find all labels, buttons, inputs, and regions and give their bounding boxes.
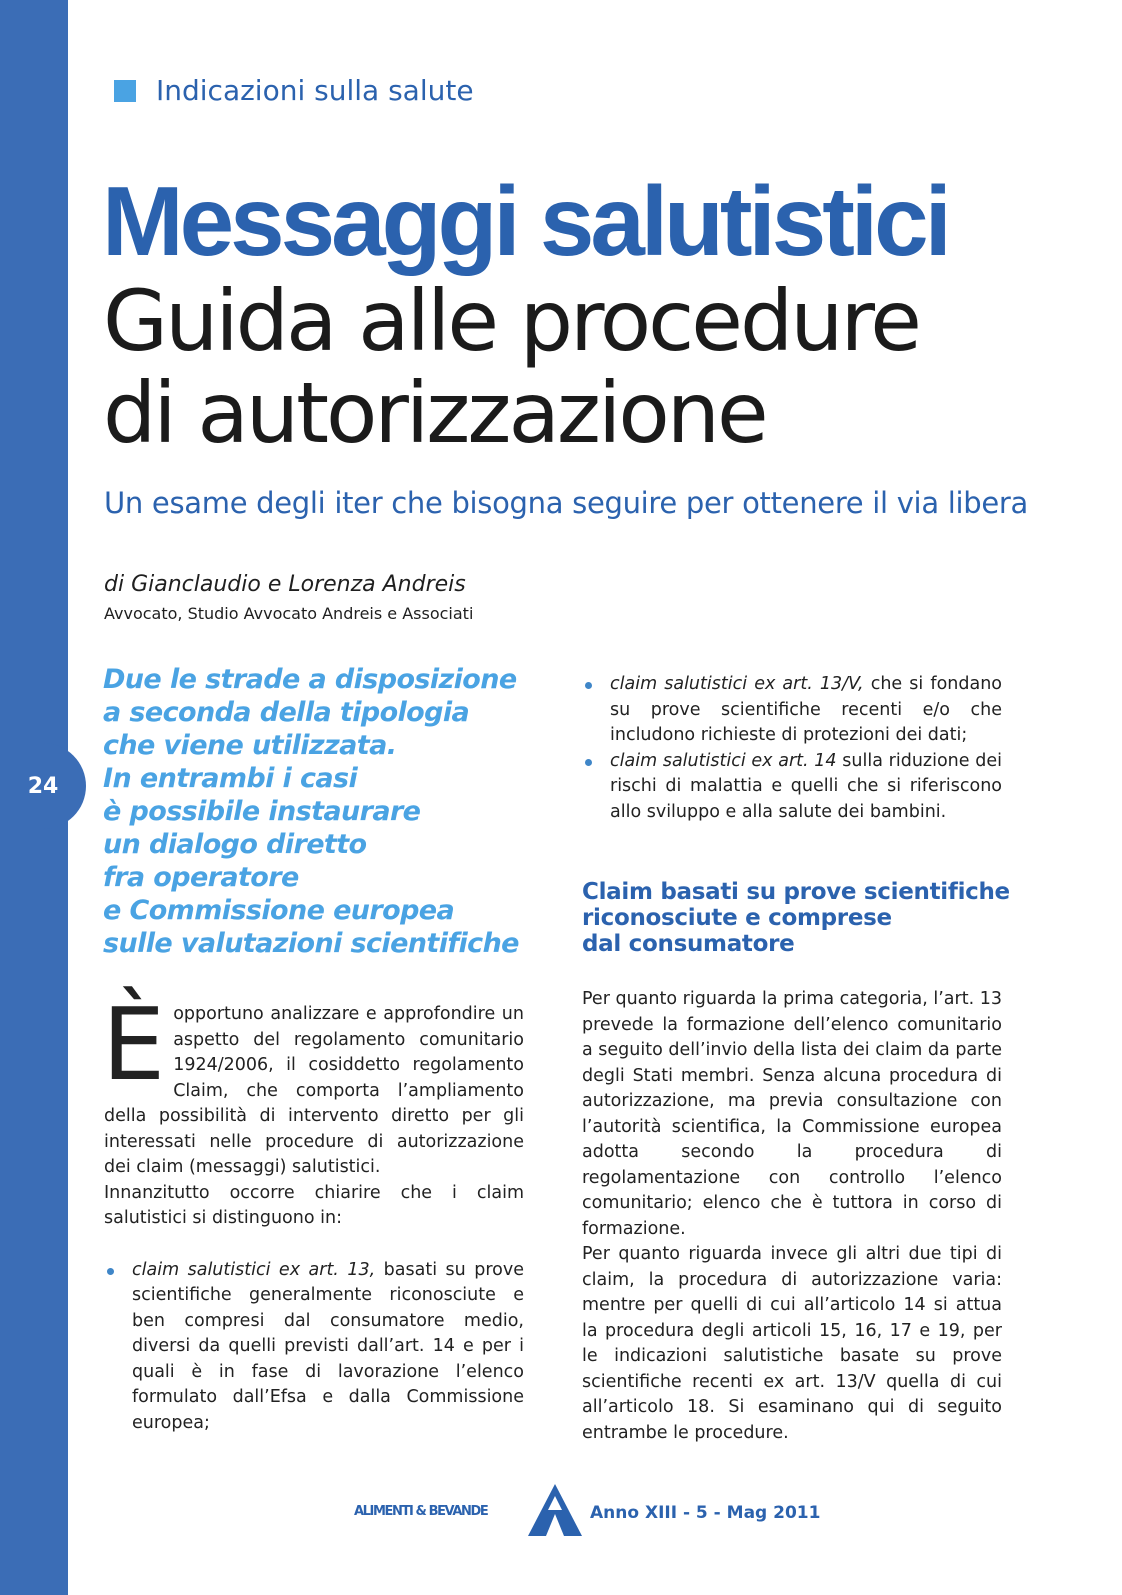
article-deck: Un esame degli iter che bisogna seguire per ottenere il via libera <box>104 486 1028 520</box>
page-footer <box>354 1490 821 1540</box>
section-label <box>114 74 474 107</box>
pull-quote-line: è possibile instaurare <box>103 796 421 827</box>
subheading-line: Claim basati su prove scientifiche <box>582 879 1010 905</box>
author-byline: di Gianclaudio e Lorenza Andreis <box>104 572 466 597</box>
subtitle-line: Guida alle procedure <box>103 272 919 370</box>
mountain-logo-icon <box>524 1480 586 1538</box>
subheading-line: dal consumatore <box>582 931 795 957</box>
list-item-emphasis: claim salutistici ex art. 13, <box>132 1259 376 1280</box>
body-paragraph: Innanzitutto occorre chiarire che i claim salutistici si distinguono in: <box>104 1182 524 1228</box>
subtitle-line: di autorizzazione <box>103 364 766 462</box>
claim-list <box>104 1258 524 1437</box>
paragraph-text: opportuno analizzare e approfondire un aspetto del regolamento comunitario 1924/2006, il cosiddetto regolamento Claim, che comporta l’ampliamento della possibilità di intervento diretto per gli interessati nelle procedure di autorizzazione dei claim (messaggi) salutistici. <box>104 1004 524 1177</box>
body-paragraph <box>102 986 524 1181</box>
claim-list-continued <box>582 672 1002 825</box>
pull-quote-line: che viene utilizzata. <box>103 730 397 761</box>
page-number: 24 <box>27 773 59 799</box>
list-item <box>104 1258 524 1437</box>
section-subheading <box>582 879 1010 957</box>
square-icon <box>114 80 136 102</box>
pull-quote-line: fra operatore <box>103 862 299 893</box>
list-item-text: sulla riduzione dei rischi di malattia e quelli che si riferiscono allo sviluppo e alla salute dei bambini. <box>610 750 1002 822</box>
subheading-line: riconosciute e comprese <box>582 905 892 931</box>
list-item-text: che si fondano su prove scientifiche recenti e/o che includono richieste di protezioni dei dati; <box>610 674 1002 745</box>
list-item <box>582 672 1002 749</box>
author-affiliation: Avvocato, Studio Avvocato Andreis e Associati <box>104 604 474 623</box>
pull-quote-line: un dialogo diretto <box>103 829 367 860</box>
drop-cap: È <box>102 986 166 1103</box>
left-column <box>102 986 524 1436</box>
pull-quote-line: sulle valutazioni scientifiche <box>103 928 519 959</box>
list-item-emphasis: claim salutistici ex art. 14 <box>610 750 837 771</box>
page-number-tab <box>0 743 86 829</box>
article-title: Messaggi salutistici <box>102 166 948 276</box>
list-item-text: basati su prove scientifiche generalmente riconosciute e ben compresi dal consumatore medio, diversi da quelli previsti dall’art. 14 e per i quali è in fase di lavorazione l’elenco formulato dall’Efsa e dalla Commissione europea; <box>132 1259 524 1433</box>
list-item <box>582 749 1002 826</box>
list-item-emphasis: claim salutistici ex art. 13/V, <box>610 674 864 694</box>
pull-quote <box>103 663 543 960</box>
issue-info: Anno XIII - 5 - Mag 2011 <box>590 1503 821 1523</box>
section-label-text: Indicazioni sulla salute <box>156 74 474 107</box>
body-paragraph: Per quanto riguarda la prima categoria, l’art. 13 prevede la formazione dell’elenco comunitario a seguito dell’invio della lista dei claim da parte degli Stati membri. Senza alcuna procedura di autorizzazione, ma previa consultazione con l’autorità scientifica, la Commissione europea adotta secondo la procedura di regolamentazione con controllo l’elenco comunitario; elenco che è tuttora in corso di formazione. <box>582 989 1002 1239</box>
article-subtitle <box>103 272 919 462</box>
body-paragraph: Per quanto riguarda invece gli altri due tipi di claim, la procedura di autorizzazione varia: mentre per quelli di cui all’articolo 14 si attua la procedura degli articoli 15, 16, 17 e 19, per le indicazioni salutistiche basate su prove scientifiche recenti ex art. 13/V quella di cui all’articolo 18. Si esaminano qui di seguito entrambe le procedure. <box>582 1244 1002 1443</box>
pull-quote-line: In entrambi i casi <box>103 763 358 794</box>
journal-name: ALIMENTI & BEVANDE <box>354 1504 488 1519</box>
pull-quote-line: e Commissione europea <box>103 895 455 926</box>
pull-quote-line: Due le strade a disposizione <box>103 664 517 695</box>
right-column <box>582 672 1010 1446</box>
pull-quote-line: a seconda della tipologia <box>103 697 470 728</box>
